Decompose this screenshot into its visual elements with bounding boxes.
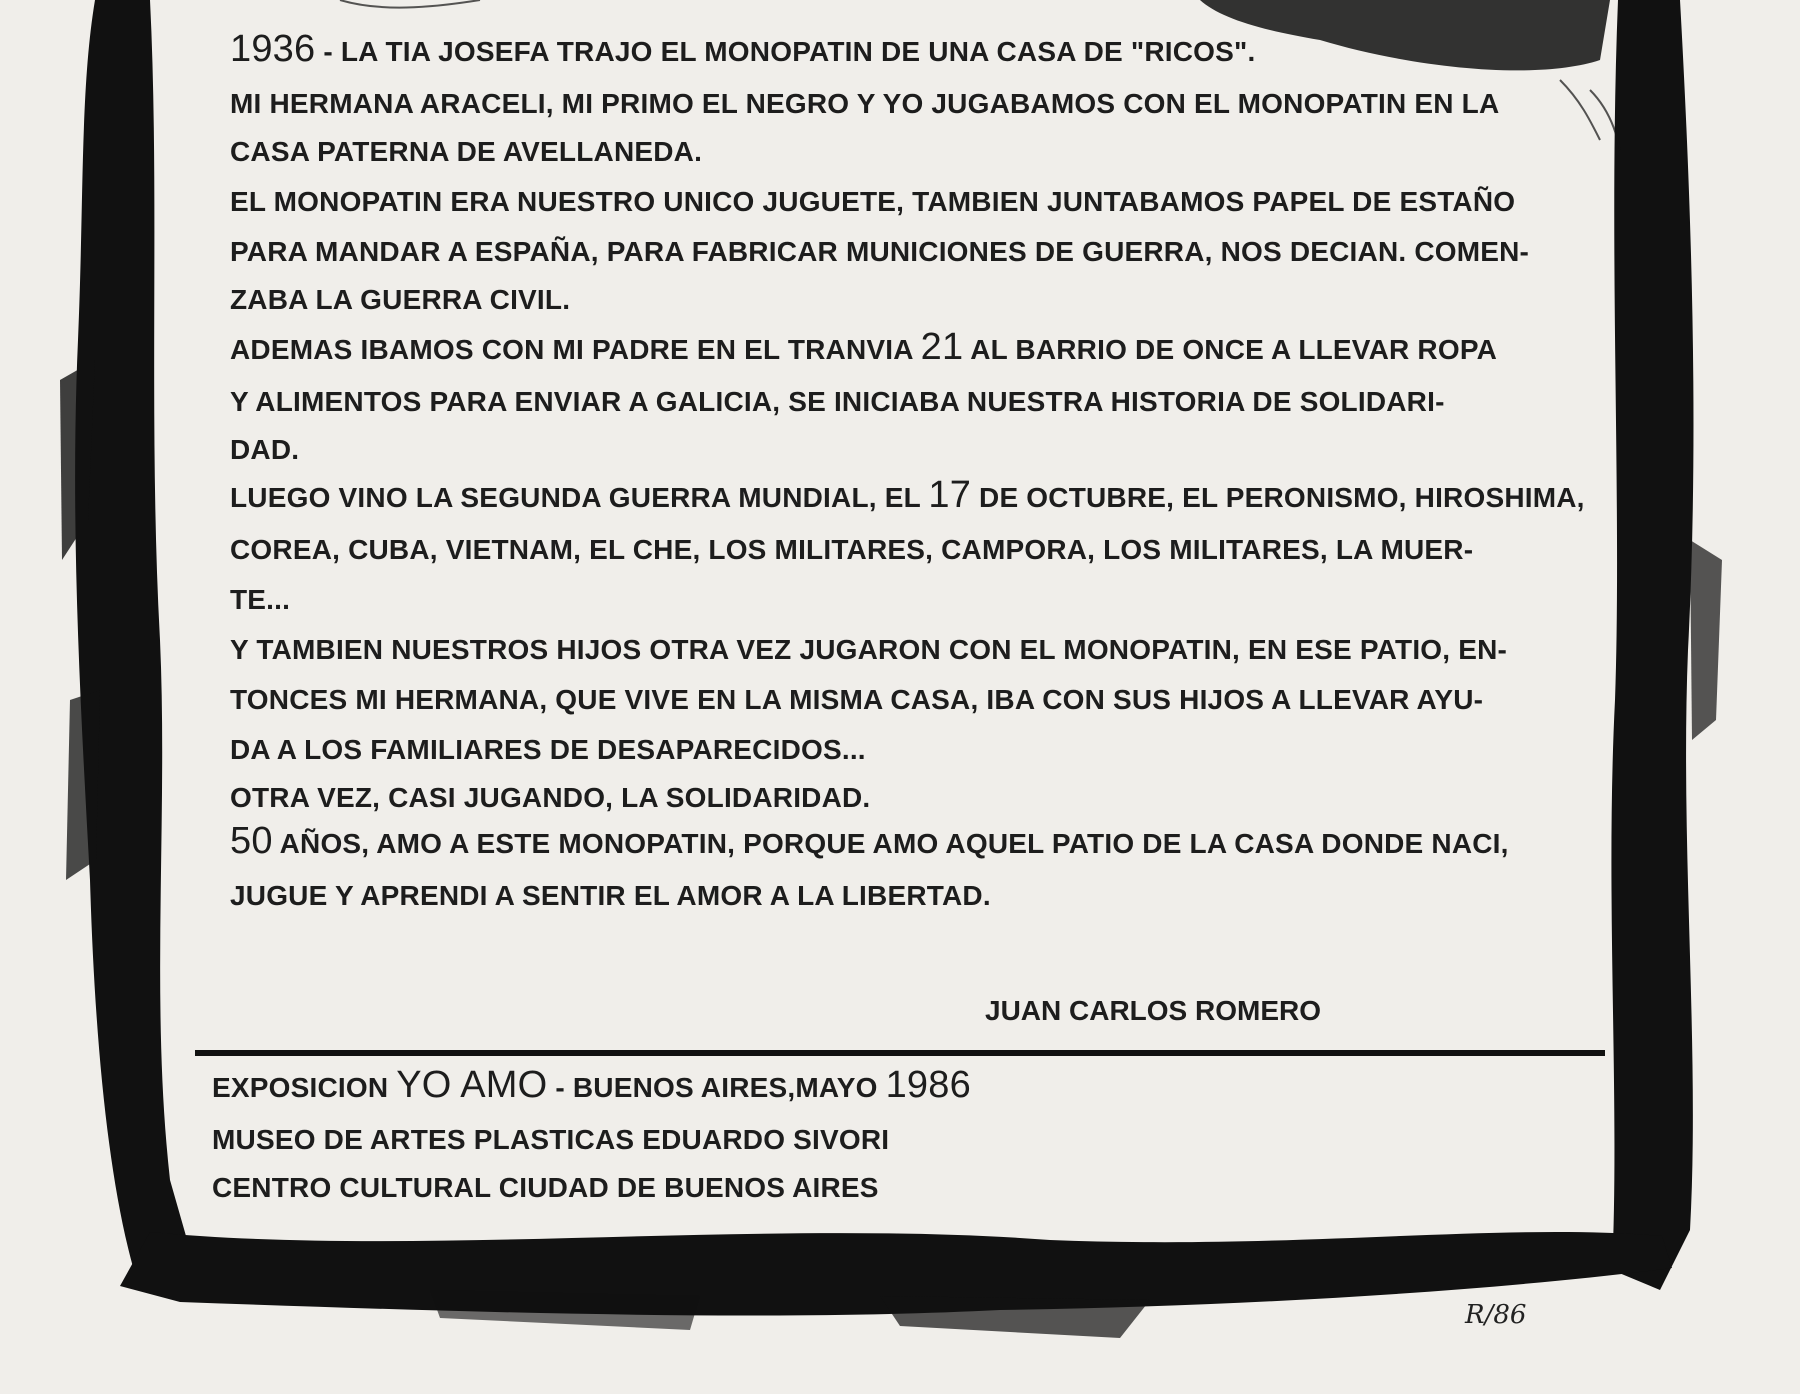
letter-line: PARA MANDAR A ESPAÑA, PARA FABRICAR MUNICIONES DE GUERRA, NOS DECIAN. COMEN- — [230, 236, 1530, 267]
letter-line: DAD. — [230, 434, 300, 465]
footer-line: CENTRO CULTURAL CIUDAD DE BUENOS AIRES — [212, 1172, 879, 1203]
letter-line: TONCES MI HERMANA, QUE VIVE EN LA MISMA CASA, IBA CON SUS HIJOS A LLEVAR AYU- — [230, 684, 1484, 715]
artist-signature: R/86 — [1465, 1300, 1527, 1330]
letter-line: EL MONOPATIN ERA NUESTRO UNICO JUGUETE, TAMBIEN JUNTABAMOS PAPEL DE ESTAÑO — [230, 186, 1516, 217]
letter-line: ADEMAS IBAMOS CON MI PADRE EN EL TRANVIA 21 AL BARRIO DE ONCE A LLEVAR ROPA — [230, 326, 1498, 368]
letter-line: TE... — [230, 584, 291, 615]
footer-line: MUSEO DE ARTES PLASTICAS EDUARDO SIVORI — [212, 1124, 890, 1155]
letter-line: Y ALIMENTOS PARA ENVIAR A GALICIA, SE INICIABA NUESTRA HISTORIA DE SOLIDARI- — [230, 386, 1445, 417]
footer-line: EXPOSICION YO AMO - BUENOS AIRES,MAYO 1986 — [212, 1064, 971, 1106]
letter-line: JUGUE Y APRENDI A SENTIR EL AMOR A LA LIBERTAD. — [230, 880, 991, 911]
exhibition-footer — [212, 0, 1212, 1394]
letter-line: DA A LOS FAMILIARES DE DESAPARECIDOS... — [230, 734, 866, 765]
letter-line: 50 AÑOS, AMO A ESTE MONOPATIN, PORQUE AMO AQUEL PATIO DE LA CASA DONDE NACI, — [230, 820, 1509, 862]
letter-line: 1936 - LA TIA JOSEFA TRAJO EL MONOPATIN DE UNA CASA DE "RICOS". — [230, 28, 1256, 70]
letter-line: ZABA LA GUERRA CIVIL. — [230, 284, 571, 315]
letter-line: COREA, CUBA, VIETNAM, EL CHE, LOS MILITARES, CAMPORA, LOS MILITARES, LA MUER- — [230, 534, 1474, 565]
letter-line: MI HERMANA ARACELI, MI PRIMO EL NEGRO Y YO JUGABAMOS CON EL MONOPATIN EN LA — [230, 88, 1500, 119]
letter-line: OTRA VEZ, CASI JUGANDO, LA SOLIDARIDAD. — [230, 782, 871, 813]
letter-line: LUEGO VINO LA SEGUNDA GUERRA MUNDIAL, EL 17 DE OCTUBRE, EL PERONISMO, HIROSHIMA, — [230, 474, 1585, 516]
letter-line: Y TAMBIEN NUESTROS HIJOS OTRA VEZ JUGARON CON EL MONOPATIN, EN ESE PATIO, EN- — [230, 634, 1508, 665]
letter-line: CASA PATERNA DE AVELLANEDA. — [230, 136, 703, 167]
author-name: JUAN CARLOS ROMERO — [985, 995, 1322, 1026]
